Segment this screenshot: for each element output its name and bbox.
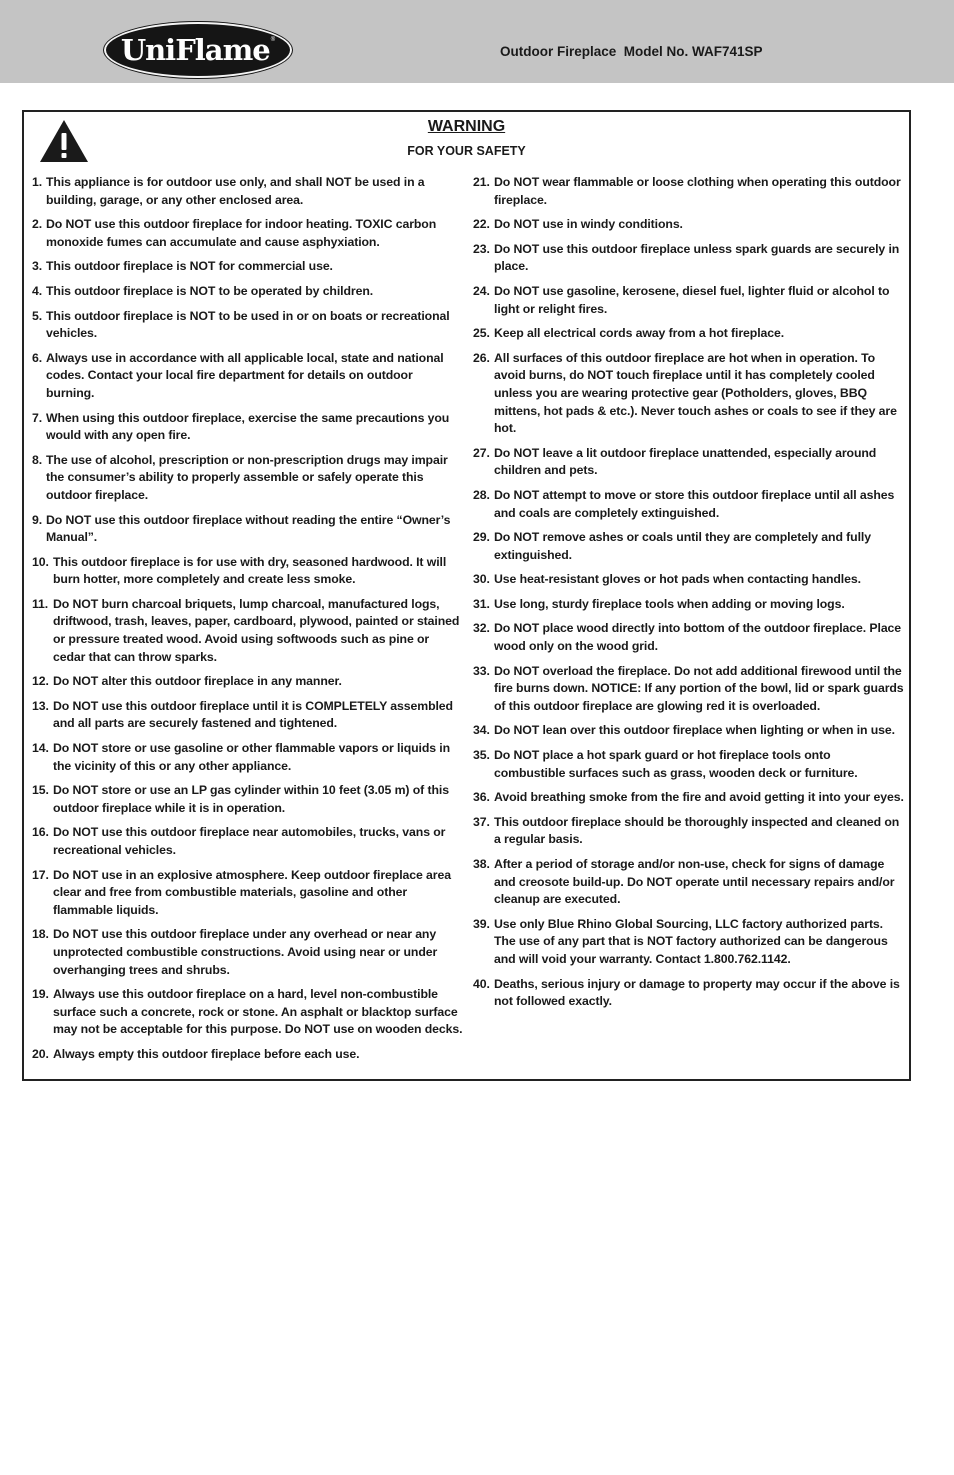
warning-item [32,308,464,343]
warning-item-number: 30. [473,572,490,587]
warning-item-text: Do NOT use in windy conditions. [494,217,683,232]
warning-item-text: Use long, sturdy fireplace tools when adding or moving logs. [494,596,845,611]
warning-item-text: Do NOT use this outdoor fireplace without reading the entire “Owner’s Manual”. [46,512,451,545]
warning-box [22,110,911,1081]
warning-item [32,596,464,666]
warning-item [473,789,905,807]
warning-item-number: 3. [32,259,43,274]
warning-item-number: 13. [32,698,49,713]
warning-item [32,258,464,276]
warning-item [473,916,905,969]
warning-item-number: 33. [473,663,490,678]
warning-item-text: Do NOT store or use gasoline or other flammable vapors or liquids in the vicinity of this or any other appliance. [53,741,451,773]
warning-item-text: This outdoor fireplace is NOT to be operated by children. [46,283,374,298]
warning-item-text: This outdoor fireplace is NOT for commercial use. [46,259,333,274]
warning-item [32,283,464,301]
warning-item-number: 17. [32,867,49,882]
warning-item [473,174,905,209]
warning-item-number: 10. [32,554,49,569]
warning-item-number: 35. [473,748,490,763]
warning-item-number: 37. [473,814,490,829]
warning-item-number: 8. [32,452,43,467]
warning-item-number: 22. [473,217,490,232]
warning-item-text: Do NOT wear flammable or loose clothing when operating this outdoor fireplace. [494,175,901,207]
warning-item-number: 39. [473,916,490,931]
warning-item-text: Do NOT use this outdoor fireplace unless spark guards are securely in place. [494,241,900,274]
warning-item [473,529,905,564]
warning-item-number: 27. [473,445,490,460]
warning-item-number: 4. [32,283,43,298]
warning-item [32,554,464,589]
warning-item-text: Do NOT alter this outdoor fireplace in any manner. [53,674,342,689]
warning-item [473,814,905,849]
warning-item-text: Do NOT leave a lit outdoor fireplace unattended, especially around children and pets. [494,445,877,478]
warning-item-text: Always use in accordance with all applicable local, state and national codes. Contact your local fire department for details on outdoor burning. [46,350,444,400]
warning-item-text: This outdoor fireplace is for use with dry, seasoned hardwood. It will burn hotter, more completely and create less smoke. [53,554,447,587]
warning-item-text: Always use this outdoor fireplace on a hard, level non-combustible surface such a concrete, rock or stone. An asphalt or blacktop surface may not be acceptable for this purpose. Do NOT use on wooden decks. [53,987,463,1037]
warning-item-text: Do NOT use gasoline, kerosene, diesel fuel, lighter fluid or alcohol to light or relight fires. [494,283,890,316]
warning-item-number: 24. [473,283,490,298]
warning-item-number: 21. [473,175,490,189]
warning-item [473,856,905,909]
warning-item [473,487,905,522]
warning-item-text: Do NOT use this outdoor fireplace for indoor heating. TOXIC carbon monoxide fumes can accumulate and cause asphyxiation. [46,217,437,249]
warning-item-number: 14. [32,741,49,756]
warning-item-text: Do NOT store or use an LP gas cylinder within 10 feet (3.05 m) of this outdoor fireplace while it is in operation. [53,783,449,815]
warning-item [32,986,464,1039]
warning-item-text: This appliance is for outdoor use only, and shall NOT be used in a building, garage, or any other enclosed area. [46,175,425,207]
warning-item [473,325,905,343]
warning-item [473,747,905,782]
warning-item-text: Do NOT use in an explosive atmosphere. Keep outdoor fireplace area clear and free from combustible materials, gasoline and other flammable liquids. [53,867,451,917]
warning-list-left [32,174,464,1071]
warning-list-right [473,174,905,1018]
warning-item [473,663,905,716]
warning-item-number: 32. [473,621,490,636]
warning-item-number: 31. [473,596,490,611]
warning-item [32,350,464,403]
warning-item-number: 7. [32,410,43,425]
warning-item-number: 9. [32,512,43,527]
warning-item [473,596,905,614]
warning-item [32,452,464,505]
warning-item-text: Do NOT use this outdoor fireplace under any overhead or near any unprotected combustible constructions. Avoid using near or under overhanging trees and shrubs. [53,927,438,977]
warning-item-number: 38. [473,857,490,871]
warning-item [32,216,464,251]
warning-item [473,620,905,655]
warning-item-text: Do NOT use this outdoor fireplace near automobiles, trucks, vans or recreational vehicles. [53,825,446,857]
warning-item [473,722,905,740]
warning-item-number: 16. [32,825,49,840]
warning-item [473,241,905,276]
warning-item [473,350,905,438]
warning-item-number: 36. [473,790,490,805]
warning-item [32,926,464,979]
warning-item [473,571,905,589]
warning-item-text: Do NOT lean over this outdoor fireplace when lighting or when in use. [494,723,895,738]
warning-item [473,976,905,1011]
warning-item-number: 26. [473,350,490,365]
logo-registered-mark: ® [270,37,276,43]
warning-item-text: Do NOT remove ashes or coals until they are completely and fully extinguished. [494,530,871,562]
warning-item-text: Always empty this outdoor fireplace before each use. [53,1046,360,1061]
warning-item-number: 15. [32,783,49,798]
warning-item-text: Deaths, serious injury or damage to property may occur if the above is not followed exactly. [494,976,900,1009]
warning-item-text: Do NOT place a hot spark guard or hot fireplace tools onto combustible surfaces such as grass, wooden deck or furniture. [494,748,858,780]
warning-item-text: All surfaces of this outdoor fireplace are hot when in operation. To avoid burns, do NOT touch fireplace until it has completely cooled unless you are wearing protective gear (Potholders, gloves, BBQ mittens, hot pads & etc.). Never touch ashes or coals to see if they are hot. [494,350,897,436]
warning-item-text: Do NOT attempt to move or store this outdoor fireplace until all ashes and coals are completely extinguished. [494,487,895,520]
warning-item-text: Do NOT overload the fireplace. Do not add additional firewood until the fire burns down. NOTICE: If any portion of the bowl, lid or spark guards of this outdoor fireplace are glowing red it is overloaded. [494,663,904,713]
warning-item [32,174,464,209]
warning-item-text: Use only Blue Rhino Global Sourcing, LLC factory authorized parts. The use of any part that is NOT factory authorized can be dangerous and will void your warranty. Contact 1.800.762.1142. [494,916,888,966]
warning-item-number: 19. [32,987,49,1002]
warning-item-text: Do NOT burn charcoal briquets, lump charcoal, manufactured logs, driftwood, trash, leaves, paper, cardboard, plywood, painted or stained or pressure treated wood. Avoid using softwoods such as pine or cedar that can throw sparks. [53,596,460,664]
warning-item-number: 11. [32,596,49,611]
warning-item [32,698,464,733]
warning-heading: WARNING [427,118,506,135]
warning-item [32,824,464,859]
warning-item-text: After a period of storage and/or non-use, check for signs of damage and creosote build-up. Do NOT operate until necessary repairs and/or cleanup are executed. [494,857,895,907]
warning-item [473,445,905,480]
logo-text: UniFlame [120,33,270,67]
warning-item [32,782,464,817]
warning-item-text: Do NOT place wood directly into bottom of the outdoor fireplace. Place wood only on the wood grid. [494,621,902,654]
warning-item-number: 23. [473,241,490,256]
warning-item-number: 25. [473,326,490,341]
warning-item-number: 12. [32,674,49,689]
warning-item-number: 29. [473,530,490,545]
warning-item [32,410,464,445]
warning-item-number: 40. [473,976,490,991]
warning-item-text: When using this outdoor fireplace, exercise the same precautions you would with any open fire. [46,410,450,443]
warning-item [32,512,464,547]
warning-item [473,283,905,318]
uniflame-logo [104,22,292,78]
warning-item-number: 5. [32,308,43,323]
warning-item-text: This outdoor fireplace should be thoroughly inspected and cleaned on a regular basis. [494,814,900,847]
warning-item-number: 6. [32,350,43,365]
warning-item-text: This outdoor fireplace is NOT to be used in or on boats or recreational vehicles. [46,308,450,341]
warning-subheading: FOR YOUR SAFETY [407,144,526,158]
warning-item-number: 20. [32,1046,49,1061]
warning-item [473,216,905,234]
warning-item-text: The use of alcohol, prescription or non-prescription drugs may impair the consumer’s ability to properly assemble or safely operate this outdoor fireplace. [46,452,448,502]
warning-item [32,740,464,775]
header-bar [0,0,954,83]
document-title: Outdoor Fireplace Model No. WAF741SP [500,44,763,59]
warning-item-number: 1. [32,175,43,189]
warning-item-number: 34. [473,723,490,738]
warning-item-number: 18. [32,927,49,942]
warning-item [32,867,464,920]
warning-item-number: 2. [32,217,43,232]
warning-item-text: Keep all electrical cords away from a hot fireplace. [494,326,785,341]
warning-item-text: Avoid breathing smoke from the fire and avoid getting it into your eyes. [494,790,904,805]
warning-item-number: 28. [473,487,490,502]
warning-item-text: Do NOT use this outdoor fireplace until it is COMPLETELY assembled and all parts are securely fastened and tightened. [53,698,453,731]
warning-item-text: Use heat-resistant gloves or hot pads when contacting handles. [494,572,861,587]
warning-item [32,673,464,691]
warning-item [32,1046,464,1064]
